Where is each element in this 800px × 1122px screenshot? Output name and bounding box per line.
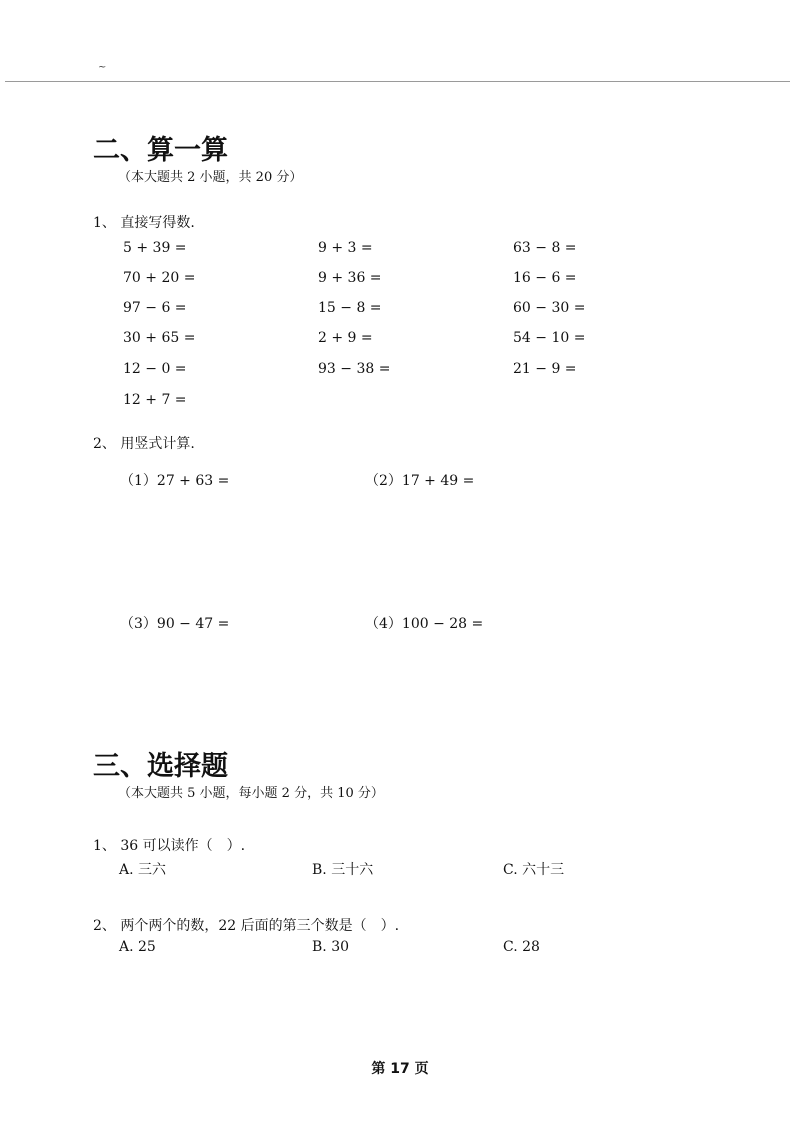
vertical-calc-item: （1）27 + 63 = <box>120 473 230 489</box>
calc-item: 21 − 9 = <box>513 361 577 377</box>
calc-item: 2 + 9 = <box>318 330 373 346</box>
calc-item: 9 + 3 = <box>318 240 373 256</box>
page-number: 第 17 页 <box>371 1061 429 1077</box>
calc-item: 9 + 36 = <box>318 270 382 286</box>
question-2-2-text: 2、 用竖式计算. <box>93 436 195 452</box>
option-b: B. 30 <box>312 939 350 955</box>
section-3-note: （本大题共 5 小题，每小题 2 分，共 10 分） <box>118 786 384 801</box>
vertical-calc-item: （3）90 − 47 = <box>120 616 230 632</box>
calc-item: 97 − 6 = <box>123 300 187 316</box>
header-rule <box>5 81 790 82</box>
question-3-2-text: 2、 两个两个的数，22 后面的第三个数是（ ）. <box>93 918 400 934</box>
vertical-calc-item: （4）100 − 28 = <box>365 616 484 632</box>
calc-item: 16 − 6 = <box>513 270 577 286</box>
calc-item: 60 − 30 = <box>513 300 586 316</box>
option-c: C. 六十三 <box>503 862 565 878</box>
calc-item: 70 + 20 = <box>123 270 196 286</box>
calc-item: 93 − 38 = <box>318 361 391 377</box>
section-3-title: 三、选择题 <box>93 751 228 782</box>
option-a: A. 25 <box>119 939 156 955</box>
option-c: C. 28 <box>503 939 540 955</box>
question-3-1-text: 1、 36 可以读作（ ）. <box>93 838 246 854</box>
vertical-calc-item: （2）17 + 49 = <box>365 473 475 489</box>
option-a: A. 三六 <box>119 862 167 878</box>
calc-item: 12 + 7 = <box>123 392 187 408</box>
section-2-title: 二、算一算 <box>93 135 228 166</box>
calc-item: 54 − 10 = <box>513 330 586 346</box>
calc-item: 5 + 39 = <box>123 240 187 256</box>
section-2-note: （本大题共 2 小题，共 20 分） <box>118 170 303 185</box>
calc-item: 30 + 65 = <box>123 330 196 346</box>
calc-item: 12 − 0 = <box>123 361 187 377</box>
question-2-1-text: 1、 直接写得数. <box>93 215 195 231</box>
calc-item: 15 − 8 = <box>318 300 382 316</box>
calc-item: 63 − 8 = <box>513 240 577 256</box>
option-b: B. 三十六 <box>312 862 374 878</box>
header-mark: ~ <box>98 62 107 73</box>
